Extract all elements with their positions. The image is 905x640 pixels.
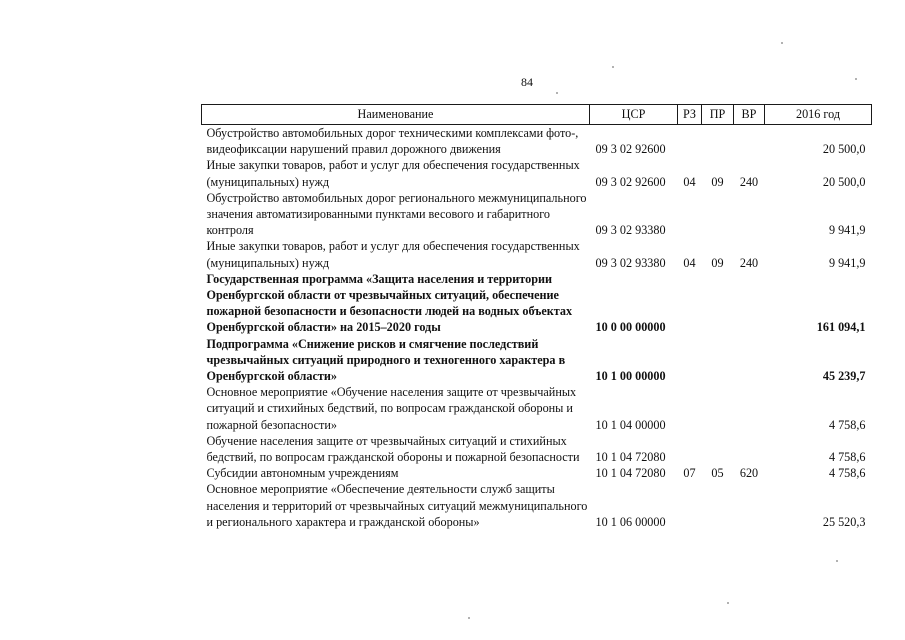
row-rz: 04 [683,255,696,270]
table-row [202,271,872,336]
row-rz [678,271,702,336]
scan-speck [836,560,838,562]
row-amount: 25 520,3 [822,514,866,529]
row-vr [734,125,765,158]
row-pr: 05 [711,466,724,481]
header-vr: ВР [734,105,765,125]
row-rz [678,125,702,158]
row-csr: 09 3 02 92600 [595,174,666,189]
row-name: Субсидии автономным учреждениям [206,466,399,481]
row-csr: 09 3 02 92600 [595,142,666,157]
row-name: Основное мероприятие «Обеспечение деятельности служб защиты населения и территорий от чрезвычайных ситуаций межмуниципального и регионального характера и гражданской обороны» [206,482,588,529]
row-csr: 10 1 06 00000 [595,514,666,529]
budget-table [201,104,872,530]
row-amount: 4 758,6 [828,466,866,481]
row-name: Обустройство автомобильных дорог техническими комплексами фото-, видеофиксации нарушений правил дорожного движения [206,126,579,157]
row-vr [734,481,765,530]
header-rz: РЗ [678,105,702,125]
row-pr: 09 [711,255,724,270]
table-row [202,336,872,385]
row-vr [734,433,765,465]
row-name: Основное мероприятие «Обучение населения защите от чрезвычайных ситуаций и стихийных бедствий, по вопросам гражданской обороны и пожарной безопасности» [206,385,577,432]
scan-speck [855,78,857,80]
row-rz [678,190,702,239]
row-pr [702,271,734,336]
scan-speck [781,42,783,44]
row-name: Обустройство автомобильных дорог регионального межмуниципального значения автоматизированными пунктами весового и габаритного контроля [206,190,587,238]
row-pr [702,336,734,385]
scan-speck [612,66,614,68]
header-year: 2016 год [765,105,872,125]
row-pr: 09 [711,174,724,189]
scan-speck [556,92,558,94]
row-rz [678,384,702,433]
row-name: Иные закупки товаров, работ и услуг для обеспечения государственных (муниципальных) нужд [206,239,580,270]
row-vr: 240 [739,255,759,270]
row-pr [702,384,734,433]
row-amount: 9 941,9 [828,223,866,238]
row-name: Подпрограмма «Снижение рисков и смягчение последствий чрезвычайных ситуаций природного и техногенного характера в Оренбургской области» [206,336,566,384]
scan-speck [727,602,729,604]
row-amount: 4 758,6 [828,450,866,465]
table-row [202,384,872,433]
table-row [202,238,872,270]
row-csr: 10 1 04 00000 [595,417,666,432]
row-vr [734,336,765,385]
row-amount: 20 500,0 [822,142,866,157]
row-amount: 9 941,9 [828,255,866,270]
row-csr: 10 0 00 00000 [595,320,666,335]
row-csr: 10 1 04 72080 [595,450,666,465]
row-csr: 10 1 00 00000 [595,369,666,384]
row-name: Обучение населения защите от чрезвычайных ситуаций и стихийных бедствий, по вопросам гражданской обороны и пожарной безопасности [206,433,580,465]
row-amount: 45 239,7 [822,369,866,384]
row-pr [702,190,734,239]
row-rz [678,433,702,465]
table-row [202,125,872,158]
table-row [202,481,872,530]
table-row [202,190,872,239]
row-pr [702,125,734,158]
row-pr [702,481,734,530]
scan-speck [468,617,470,619]
header-pr: ПР [702,105,734,125]
row-csr: 09 3 02 93380 [595,223,666,238]
table-header-row [202,105,872,125]
header-name: Наименование [202,105,590,125]
row-vr: 240 [739,174,759,189]
row-vr [734,190,765,239]
row-rz: 04 [683,174,696,189]
row-rz: 07 [683,466,696,481]
row-name: Государственная программа «Защита населения и территории Оренбургской области от чрезвычайных ситуаций, обеспечение пожарной безопасности и безопасности людей на водных объектах Оренбургской области» на 2015–2020 годы [206,271,573,335]
row-amount: 20 500,0 [822,174,866,189]
table-row [202,465,872,481]
table-row [202,157,872,189]
row-amount: 161 094,1 [816,320,866,335]
row-vr [734,384,765,433]
row-pr [702,433,734,465]
row-name: Иные закупки товаров, работ и услуг для обеспечения государственных (муниципальных) нужд [206,158,580,189]
table-row [202,433,872,465]
row-vr [734,271,765,336]
row-vr: 620 [739,466,759,481]
row-csr: 10 1 04 72080 [595,466,666,481]
page-number: 84 [521,75,533,89]
row-csr: 09 3 02 93380 [595,255,666,270]
row-amount: 4 758,6 [828,417,866,432]
row-rz [678,481,702,530]
header-csr: ЦСР [590,105,678,125]
row-rz [678,336,702,385]
